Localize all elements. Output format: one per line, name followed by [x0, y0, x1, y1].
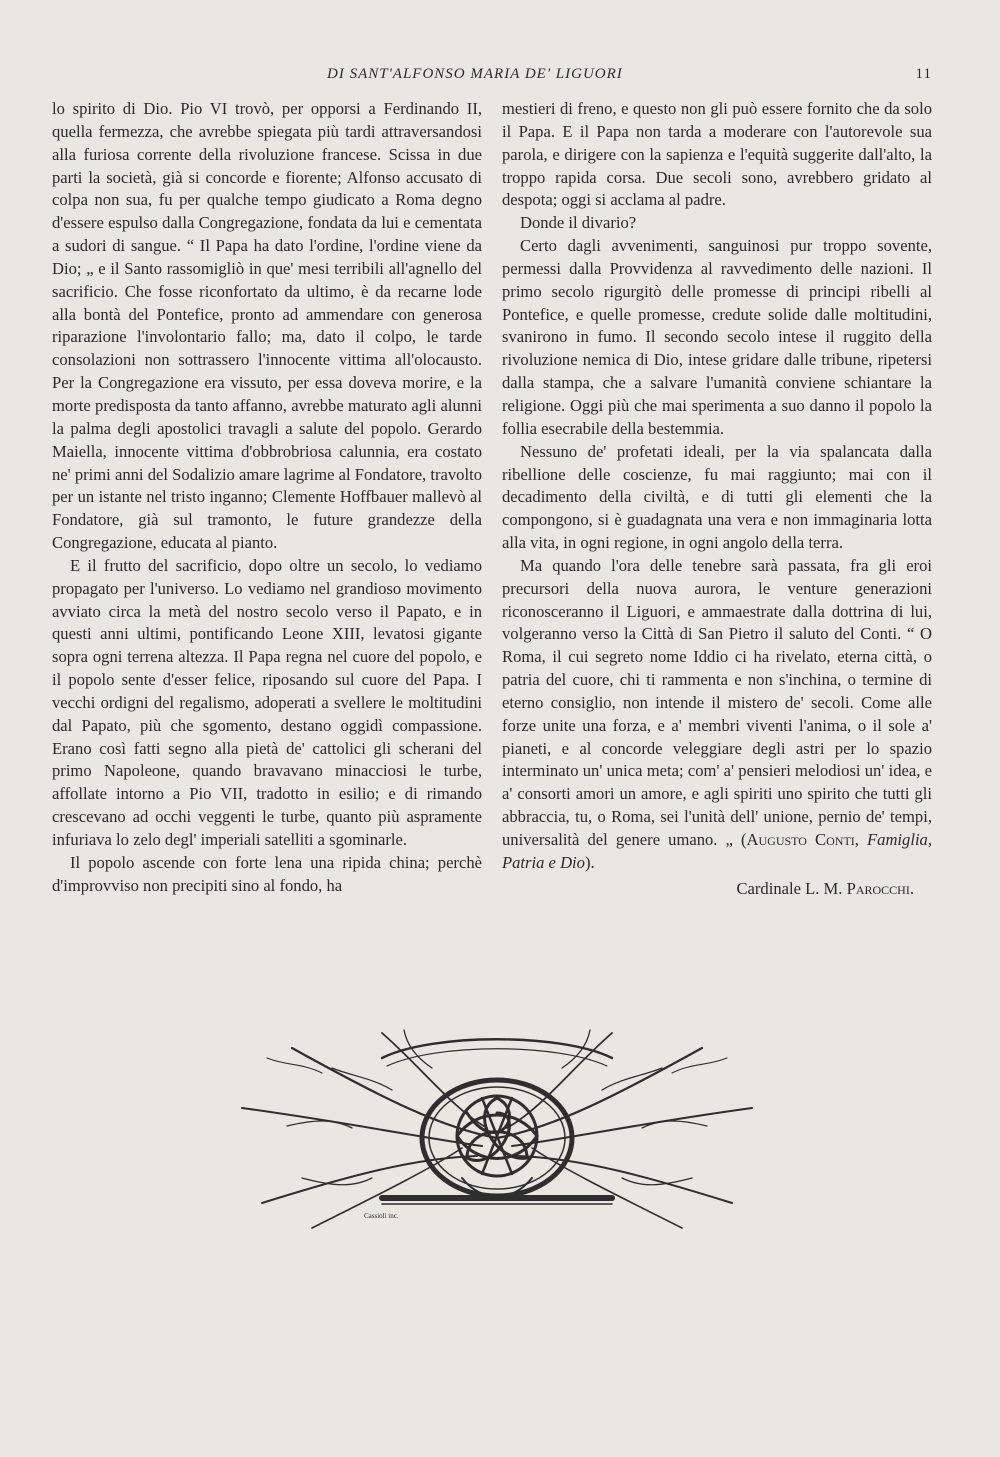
citation-work: Famiglia, Patria e Dio	[502, 830, 933, 872]
paragraph-with-citation	[502, 555, 932, 875]
paragraph: lo spirito di Dio. Pio VI trovò, per opporsi a Ferdinando II, quella fermezza, che avrebbe spiegata più tardi attraversandosi alla furiosa corrente della rivoluzione francese. Scissa in due parti la società, già si concorde e fiorente; Alfonso accusato di colpa non sua, fu per qualche tempo giudicato a Roma degno d'essere espulso dalla Congregazione, fondata da lui e cementata a sudori di sangue. “ Il Papa ha dato l'ordine, l'ordine viene da Dio; „ e il Santo rassomigliò in que' mesi terribili all'agnello del sacrificio. Che fosse riconfortato da ultimo, è da recarne lode alla bontà del Pontefice, pronto ad ammendare con generosa riparazione l'involontario fallo; ma, dato il colpo, le tarde consolazioni non sottrassero l'innocente vittima all'olocausto. Per la Congregazione era vissuto, per essa doveva morire, e la morte predisposta da tanto affanno, avrebbe maturato agli alunni la palma degli apostolici travagli a salute del popolo. Gerardo Maiella, innocente vittima d'obbrobriosa calunnia, era costato ne' primi anni del Sodalizio amare lagrime al Fondatore, travolto per un istante nel tristo inganno; Clemente Hoffbauer mallevò al Fondatore, già sul tramonto, le future grandezze della Congregazione, educata al pianto.	[52, 99, 482, 553]
running-title: DI SANT'ALFONSO MARIA DE' LIGUORI	[327, 66, 623, 82]
paragraph: Donde il divario?	[520, 213, 637, 233]
signature-surname: Parocchi.	[846, 878, 914, 898]
page-number: 11	[915, 66, 932, 82]
left-column	[52, 98, 482, 898]
signature: Cardinale L. M. Parocchi.	[736, 878, 914, 898]
celtic-knot-branches-ornament-icon	[232, 1028, 762, 1238]
citation-author: Augusto Conti	[746, 830, 855, 849]
paragraph: Certo dagli avvenimenti, sanguinosi pur troppo sovente, permessi dalla Provvidenza al ravvedimento delle nazioni. Il primo secolo rigurgitò delle promesse di principi ribelli al Pontefice, e quelle promesse, credute solide dalle moltitudini, svanirono in fumo. Il secondo secolo intese il ruggito della rivoluzione nemica di Dio, intese gridare dalle tribune, ripetersi dalla stampa, che a salvare l'umanità conviene schiantare la religione. Oggi più che mai sperimenta a suo danno il popolo la follia esecrabile della bestemmia.	[502, 236, 932, 438]
paragraph: mestieri di freno, e questo non gli può essere fornito che da solo il Papa. E il Papa non tarda a moderare con l'autorevole sua parola, e dirigere con la sapienza e l'equità suggerite dall'alto, la troppo rapida corsa. Due secoli sono, avrebbero gridato al despota; oggi si acclama al padre.	[502, 99, 932, 210]
paragraph: Nessuno de' profetati ideali, per la via spalancata dalla ribellione delle coscienze, fu mai raggiunto; mai con il decadimento della civiltà, e di tutti gli elementi che la compongono, si è guadagnata una vera e non immaginaria lotta alla vita, in ogni regione, in ogni angolo della terra.	[502, 441, 932, 553]
right-column	[502, 98, 932, 901]
citation: (Augusto Conti, Famiglia, Patria e Dio).	[502, 830, 933, 872]
paragraph: E il frutto del sacrificio, dopo oltre un secolo, lo vediamo propagato per l'universo. Lo vediamo nel grandioso movimento avviato circa la metà del nostro secolo verso il Papato, e in questi anni ultimi, pontificando Leone XIII, levatosi gigante sopra ogni terrena altezza. Il Papa regna nel cuore del popolo, e il popolo sente d'esser felice, riposando sul cuore del Papa. I vecchi ordigni del regalismo, adoperati a svellere le moltitudini dal Papato, più che sgomento, destano oggidì compassione. Erano così fatti segno alla pietà de' cattolici gli scherani del primo Napoleone, quando bravavano minacciosi le turbe, affollate intorno a Pio VII, tradotto in esilio; e di rimando crescevano ad occhi veggenti le turbe, quanto più aspramente infuriava lo zelo degl' imperiali satelliti a sgominarle.	[52, 555, 482, 849]
engraver-mark: Cassioli inc.	[364, 1212, 399, 1220]
paragraph: Il popolo ascende con forte lena una ripida china; perchè d'improvviso non precipiti sino al fondo, ha	[52, 852, 482, 895]
quotation-text: Ma quando l'ora delle tenebre sarà passata, fra gli eroi precursori della nuova aurora, le venture generazioni riconosceranno il Liguori, e ammaestrate dalla dottrina di lui, volgeranno verso la Città di San Pietro il saluto del Conti. “ O Roma, il cui segreto nome Iddio ci ha rivelato, eterna città, o patria del cuore, chi ti rammenta e non s'inchina, o termine di eterno consiglio, non intende il mistero de' secoli. Come alle forze unite una forza, e a' membri viventi l'anima, o il sole a' pianeti, e al concorde veleggiare degli astri per lo spazio interminato un' unica meta; com' a' pensieri melodiosi un' idea, e a' consorti amori un amore, e agli spiriti uno spirito che tutti gli abbraccia, tu, o Roma, sei l'unità dell' unione, pernio de' tempi, universalità del genere umano. „	[502, 555, 932, 849]
